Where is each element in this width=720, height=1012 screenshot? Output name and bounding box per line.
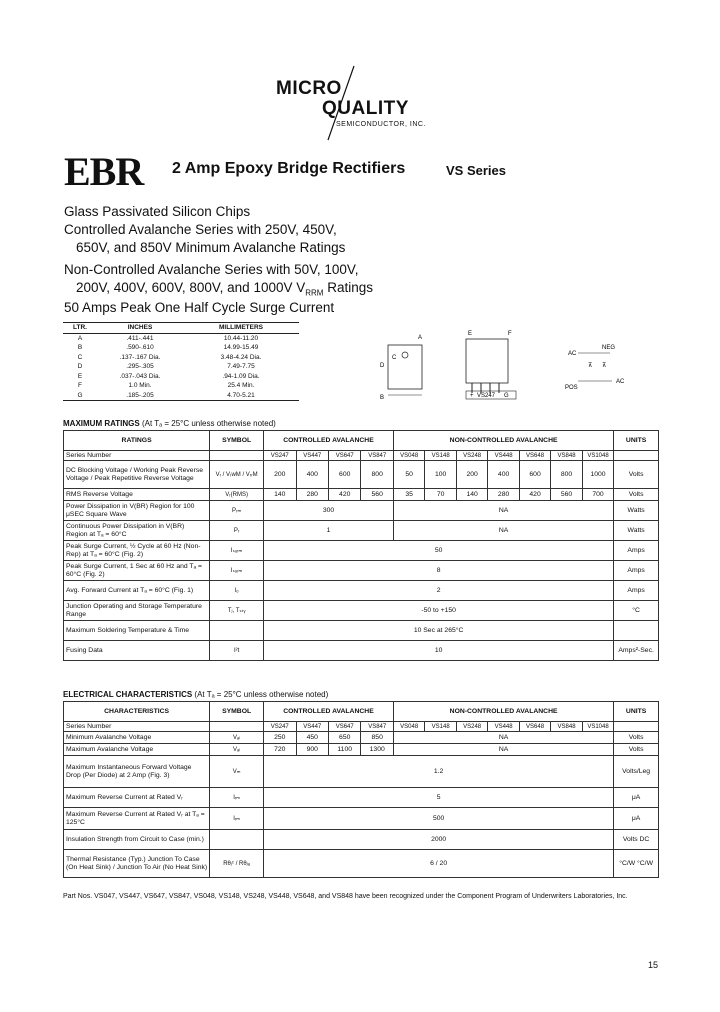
package-side-view xyxy=(388,345,422,389)
dim-row: A .411-.441 10.44-11.20 xyxy=(77,334,259,342)
dim-label-d: D xyxy=(380,363,385,369)
table-row: DC Blocking Voltage / Working Peak Reverse Voltage / Peak Repetitive Reverse Voltage Vᵣ / VᵣwM / VᵣᵣM 200 400 600 800 50 100 200 400 600 800 1000 Volts xyxy=(64,461,659,489)
table-row: Thermal Resistance (Typ.) Junction To Case (On Heat Sink) / Junction To Air (No Heat Sink) Rθⱼᶜ / Rθⱼₐ 6 / 20 °C/W °C/W xyxy=(64,850,659,878)
dim-row: E .037-.043 Dia. .94-1.09 Dia. xyxy=(77,372,260,380)
label-neg: NEG xyxy=(602,345,616,351)
dim-label-a: A xyxy=(418,335,423,341)
table-row: Peak Surge Current, 1 Sec at 60 Hz and Tₐ = 60°C (Fig. 2) Iₛᵤᵣₘ 8 Amps xyxy=(64,561,659,581)
feature-3: 650V, and 850V Minimum Avalanche Ratings xyxy=(76,240,346,255)
page-title: 2 Amp Epoxy Bridge Rectifiers xyxy=(172,160,406,177)
feature-1: Glass Passivated Silicon Chips xyxy=(64,204,251,219)
label-ac-1: AC xyxy=(568,351,577,357)
logo-line1: MICRO xyxy=(276,78,342,99)
logo-line2: QUALITY xyxy=(322,98,409,119)
col-units: UNITS xyxy=(614,702,659,722)
feature-4: Non-Controlled Avalanche Series with 50V, 100V, xyxy=(64,262,359,277)
dim-header-ltr: LTR. xyxy=(63,323,97,334)
page-number: 15 xyxy=(648,960,659,970)
table-row: Fusing Data I²t 10 Amps²-Sec. xyxy=(64,641,659,661)
col-symbol: SYMBOL xyxy=(210,702,264,722)
part-code: EBR xyxy=(64,149,144,194)
dim-row: B .590-.610 14.99-15.49 xyxy=(77,344,259,352)
col-controlled: CONTROLLED AVALANCHE xyxy=(264,702,394,722)
feature-2: Controlled Avalanche Series with 250V, 450V, xyxy=(64,222,337,237)
dimension-table xyxy=(63,322,299,401)
dim-label-b: B xyxy=(380,395,385,401)
table-row: Maximum Soldering Temperature & Time 10 Sec at 265°C xyxy=(64,621,659,641)
col-ratings: RATINGS xyxy=(64,431,210,451)
table-row: Peak Surge Current, ½ Cycle at 60 Hz (Non-Rep) at Tₐ = 60°C (Fig. 2) Iₛᵤᵣₘ 50 Amps xyxy=(64,541,659,561)
col-units: UNITS xyxy=(614,431,659,451)
table-row: Maximum Avalanche Voltage Vₐₗ 720 900 1100 1300 NA Volts xyxy=(64,744,659,756)
footnote: Part Nos. VS047, VS447, VS647, VS847, VS048, VS148, VS248, VS448, VS648, and VS848 have been recognized under the Component Program of Underwriters Laboratories, Inc. xyxy=(63,893,628,900)
elec-heading: ELECTRICAL CHARACTERISTICS (At Tₐ = 25°C unless otherwise noted) xyxy=(63,690,329,699)
max-ratings-heading: MAXIMUM RATINGS (At Tₐ = 25°C unless otherwise noted) xyxy=(63,419,276,428)
dim-row: F 1.0 Min. 25.4 Min. xyxy=(78,382,255,390)
dim-header-inches: INCHES xyxy=(97,323,183,334)
col-noncontrolled: NON-CONTROLLED AVALANCHE xyxy=(393,431,613,451)
table-row: RMS Reverse Voltage Vᵣ(RMS) 140 280 420 560 35 70 140 280 420 560 700 Volts xyxy=(64,489,659,501)
table-row: Maximum Reverse Current at Rated Vᵣ Iᵣₘ 5 μA xyxy=(64,788,659,808)
diagram-part: VS247 xyxy=(477,393,496,399)
dim-label-g: G xyxy=(504,393,509,399)
table-row: Avg. Forward Current at Tₐ = 60°C (Fig. 1) Iₒ 2 Amps xyxy=(64,581,659,601)
label-ac-2: AC xyxy=(616,379,625,385)
diode-icon: ⊼ xyxy=(602,363,607,369)
table-row: Series Number VS247 VS447 VS647 VS847 VS048 VS148 VS248 VS448 VS648 VS848 VS1048 xyxy=(64,722,659,732)
diagram-plus: + xyxy=(470,393,474,399)
series-label: VS Series xyxy=(446,163,506,178)
table-row: Junction Operating and Storage Temperature Range Tⱼ, Tₛₜᵧ -50 to +150 °C xyxy=(64,601,659,621)
dim-label-f: F xyxy=(508,331,512,337)
dim-label-c: C xyxy=(392,355,397,361)
electrical-table xyxy=(63,701,659,878)
feature-6: 50 Amps Peak One Half Cycle Surge Current xyxy=(64,300,335,315)
feature-5: 200V, 400V, 600V, 800V, and 1000V $V_{RRM}$ Ratings xyxy=(76,280,373,298)
dim-label-e: E xyxy=(468,331,473,337)
dim-row: G .185-.205 4.70-5.21 xyxy=(63,391,299,401)
logo-line3: SEMICONDUCTOR, INC. xyxy=(336,121,426,128)
table-row: Series Number VS247 VS447 VS647 VS847 VS048 VS148 VS248 VS448 VS648 VS848 VS1048 xyxy=(64,451,659,461)
diode-icon: ⊼ xyxy=(588,363,593,369)
package-diagram xyxy=(340,325,660,415)
dim-header-mm: MILLIMETERS xyxy=(183,323,299,334)
table-row: Maximum Instantaneous Forward Voltage Drop (Per Diode) at 2 Amp (Fig. 3) Vₘ 1.2 Volts/Leg xyxy=(64,756,659,788)
col-controlled: CONTROLLED AVALANCHE xyxy=(264,431,394,451)
package-front-view xyxy=(466,339,508,383)
col-noncontrolled: NON-CONTROLLED AVALANCHE xyxy=(393,702,613,722)
label-pos: POS xyxy=(565,385,578,391)
table-row: Insulation Strength from Circuit to Case (min.) 2000 Volts DC xyxy=(64,830,659,850)
table-row: Minimum Avalanche Voltage Vₐₗ 250 450 650 850 NA Volts xyxy=(64,732,659,744)
dim-row: C .137-.167 Dia. 3.48-4.24 Dia. xyxy=(77,353,262,361)
logo-slash-icon xyxy=(320,64,360,144)
dim-row: D .295-.305 7.49-7.75 xyxy=(77,363,255,371)
table-row: Maximum Reverse Current at Rated Vᵣ at Tₐ = 125°C Iᵣₘ 500 μA xyxy=(64,808,659,830)
col-characteristics: CHARACTERISTICS xyxy=(64,702,210,722)
table-row: Power Dissipation in V(BR) Region for 100 μSEC Square Wave Pᵣₘ 300 NA Watts xyxy=(64,501,659,521)
table-row: Continuous Power Dissipation in V(BR) Region at Tₐ = 60°C Pᵣ 1 NA Watts xyxy=(64,521,659,541)
col-symbol: SYMBOL xyxy=(210,431,264,451)
max-ratings-table xyxy=(63,430,659,661)
